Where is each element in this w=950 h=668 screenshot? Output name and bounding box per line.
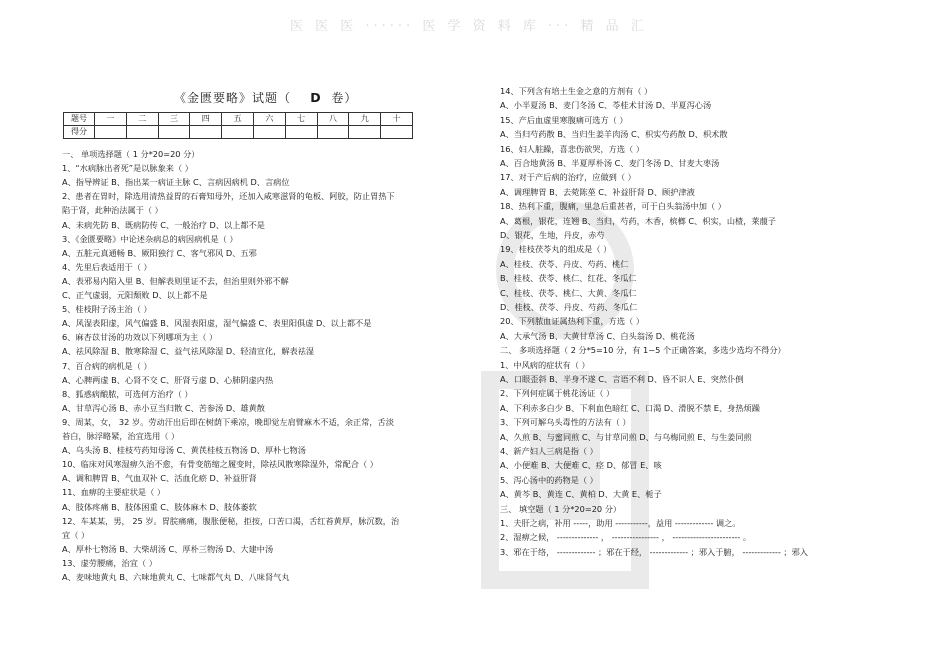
exam-title: [174, 92, 357, 105]
question-line: A、小便难 B、大便难 C、痉 D、郁冒 E、咳: [500, 460, 662, 471]
title-prefix: 《金匮要略》试题（: [174, 91, 292, 105]
question-line: 4、先里后表适用于（ ）: [62, 261, 152, 272]
question-line: A、指导辨证 B、指出某一病证主脉 C、言病因病机 D、言病位: [62, 177, 290, 188]
title-suffix: 卷）: [331, 91, 358, 105]
score-cell[interactable]: [381, 126, 413, 139]
score-table-column-header: 四: [190, 113, 222, 126]
question-line: A、久煎 B、与蜜同煎 C、与甘草同煎 D、与乌梅同煎 E、与生姜同煎: [500, 431, 752, 442]
question-line: A、百合地黄汤 B、半夏厚朴汤 C、麦门冬汤 D、甘麦大枣汤: [500, 158, 720, 168]
question-line: A、风湿表阳虚，风气偏盛 B、风湿表阳虚，湿气偏盛 C、表里阳俱虚 D、以上都不是: [62, 318, 372, 329]
score-table-column-header: 二: [126, 113, 158, 126]
score-table-header-row: [64, 113, 413, 126]
question-line: 10、临床对风寒湿痹久治不愈，有骨变筋缩之履变时，除祛风散寒除湿外，常配合（ ）: [62, 459, 378, 470]
score-table-row-label: 得分: [64, 126, 95, 139]
question-line: A、麦味地黄丸 B、六味地黄丸 C、七味都气丸 D、八味肾气丸: [62, 572, 290, 582]
question-line: 15、产后血虚里寒腹痛可选方（ ）: [500, 114, 628, 125]
question-line: 20、下列脓血证属热利下重，方选（ ）: [500, 316, 645, 327]
question-line: 18、热利下重，腹痛，里急后重甚者，可于白头翁汤中加（ ）: [500, 201, 726, 212]
question-line: 宜（ ）: [62, 529, 90, 540]
score-table-column-header: 七: [285, 113, 317, 126]
question-line: A、调理脾胃 B、去菀陈莝 C、补益肝肾 D、顾护津液: [500, 186, 695, 197]
score-cell[interactable]: [317, 126, 349, 139]
score-cell[interactable]: [126, 126, 158, 139]
score-table-column-header: 八: [317, 113, 349, 126]
question-line: 5、桂枝附子汤主治（ ）: [62, 304, 152, 315]
score-cell[interactable]: [222, 126, 254, 139]
question-line: 1、中风病的症状有（ ）: [500, 359, 590, 370]
question-line: 3、下列可解乌头毒性的方法有（ ）: [500, 417, 631, 428]
question-line: B、桂枝、茯苓、桃仁、红花、冬瓜仁: [500, 273, 637, 284]
question-line: A、桂枝、茯苓、丹皮、芍药、桃仁: [500, 258, 629, 269]
score-cell[interactable]: [95, 126, 127, 139]
question-line: 8、狐惑病酿脓，可选何方治疗（ ）: [62, 388, 193, 399]
question-line: 19、桂枝茯苓丸的组成是（ ）: [500, 244, 612, 255]
question-line: A、甘草泻心汤 B、赤小豆当归散 C、苦参汤 D、雄黄散: [62, 402, 265, 413]
question-line: 1、夫肝之病，补用 -----，助用 -----------，益用 ------------- 调之。: [500, 518, 741, 528]
question-line: C、正气虚弱，元阳颓败 D、以上都不是: [62, 290, 208, 300]
score-cell[interactable]: [190, 126, 222, 139]
score-cell[interactable]: [349, 126, 381, 139]
question-line: A、黄芩 B、黄连 C、黄柏 D、大黄 E、栀子: [500, 489, 662, 500]
question-line: A、心脾两虚 B、心肾不交 C、肝肾亏虚 D、心肺阴虚内热: [62, 374, 274, 385]
question-line: A、厚朴七物汤 B、大柴胡汤 C、厚朴三物汤 D、大建中汤: [62, 543, 274, 554]
question-line: 6、麻杏苡甘汤的功效以下列哪项为主（ ）: [62, 332, 218, 343]
score-cell[interactable]: [253, 126, 285, 139]
question-line: A、肢体疼痛 B、肢体困重 C、肢体麻木 D、肢体萎软: [62, 501, 257, 512]
question-line: A、乌头汤 B、桂枝芍药知母汤 C、黄芪桂枝五物汤 D、厚朴七物汤: [62, 445, 306, 456]
question-line: 陷于肾，此种治法属于（ ）: [62, 205, 163, 216]
score-table-column-header: 九: [349, 113, 381, 126]
question-line: 一、 单项选择题（ 1 分*20=20 分）: [62, 149, 200, 159]
question-line: 苔白，脉浮略紧，治宜选用（ ）: [62, 431, 180, 441]
question-line: 11、血痹的主要症状是（ ）: [62, 487, 166, 498]
question-line: 3、邪在于络， ------------- ；邪在于经， ------------- ；邪入于腑， ------------- ；邪入: [500, 546, 808, 557]
question-line: 三、 填空题（ 1 分*20=20 分）: [500, 503, 622, 514]
question-line: A、未病先防 B、既病防传 C、一般治疗 D、以上都不是: [62, 219, 265, 230]
question-line: 13、虚劳腰痛，治宜（ ）: [62, 557, 157, 568]
score-table-column-header: 三: [158, 113, 190, 126]
question-line: A、当归芍药散 B、当归生姜羊肉汤 C、枳实芍药散 D、枳术散: [500, 129, 728, 140]
score-table-row-label: 题号: [64, 113, 95, 126]
question-line: A、五脏元真通畅 B、厥阳独行 C、客气邪风 D、五邪: [62, 247, 257, 258]
question-line: A、下利赤多白少 B、下利血色暗红 C、口渴 D、滑脱不禁 E、身热烦躁: [500, 402, 760, 413]
score-table-score-row: [64, 126, 413, 139]
title-paper-code: D: [310, 90, 322, 105]
question-line: 14、下列含有培土生金之意的方剂有（ ）: [500, 86, 653, 96]
question-line: 2、下列何症属于桃花汤证（ ）: [500, 388, 615, 399]
score-table-column-header: 十: [381, 113, 413, 126]
question-line: 1、“水病脉出者死”是以脉象来（ ）: [62, 163, 193, 174]
question-line: D、银花，生地，丹皮，赤芍: [500, 230, 605, 240]
question-line: 7、百合病的病机是（ ）: [62, 360, 152, 371]
question-line: 5、泻心汤中的药物是（ ）: [500, 474, 598, 485]
question-line: 2、患者在胃时，除选用清热益胃的石膏知母外，还加入咸寒滋肾的龟板、阿胶，防止胃热下: [62, 191, 395, 202]
question-line: 17、对于产后病的治疗，应做到（ ）: [500, 172, 636, 183]
question-line: 3、《金匮要略》中论述杂病总的病因病机是（ ）: [62, 233, 238, 244]
score-cell[interactable]: [158, 126, 190, 139]
question-line: 2、湿痹之候， -------------- ， ---------------- ， ----------------------- 。: [500, 532, 752, 543]
question-line: 9、周某，女， 32 岁。劳动汗出后即在树荫下乘凉，晚即觉左肩臂麻木不适，余正常，舌淡: [62, 416, 394, 427]
question-line: A、祛风除湿 B、散寒除湿 C、益气祛风除湿 D、轻清宣化，解表祛湿: [62, 346, 315, 357]
question-line: A、葛根，银花，连翘 B、当归，芍药，木香，槟榔 C、枳实，山楂，莱菔子: [500, 215, 776, 226]
score-table-column-header: 一: [95, 113, 127, 126]
question-line: A、口眼歪斜 B、半身不遂 C、言语不利 D、昏不识人 E、突然仆倒: [500, 374, 744, 384]
question-line: A、大承气汤 B、大黄甘草汤 C、白头翁汤 D、桃花汤: [500, 330, 695, 341]
score-table: [63, 112, 413, 139]
question-line: C、桂枝、茯苓、桃仁、大黄、冬瓜仁: [500, 287, 637, 298]
score-table-column-header: 五: [222, 113, 254, 126]
question-line: 4、新产妇人三病是指（ ）: [500, 446, 598, 456]
question-line: A、小半夏汤 B、麦门冬汤 C、苓桂术甘汤 D、半夏泻心汤: [500, 100, 712, 111]
question-line: A、表邪易内陷入里 B、但解表则里证不去，但治里则外邪不解: [62, 275, 289, 286]
page-header-faded: 医 医 医 ······ 医 学 资 料 库 ··· 精 品 汇: [290, 19, 648, 34]
question-line: D、桂枝、茯苓、丹皮、芍药、冬瓜仁: [500, 302, 638, 312]
question-line: 二、 多项选择题（ 2 分*5=10 分，有 1~5 个正确答案，多选少选均不得分）: [500, 345, 786, 356]
question-line: 12、车某某，男， 25 岁。胃脘痛痛，腹胀便秘，拒按，口苦口渴，舌红苔黄厚，脉沉数，治: [62, 515, 400, 526]
question-line: A、调和脾胃 B、气血双补 C、活血化瘀 D、补益肝肾: [62, 473, 257, 484]
score-table-column-header: 六: [253, 113, 285, 126]
question-line: 16、妇人脏躁，喜悲伤欲哭，方选（ ）: [500, 143, 645, 154]
score-cell[interactable]: [285, 126, 317, 139]
